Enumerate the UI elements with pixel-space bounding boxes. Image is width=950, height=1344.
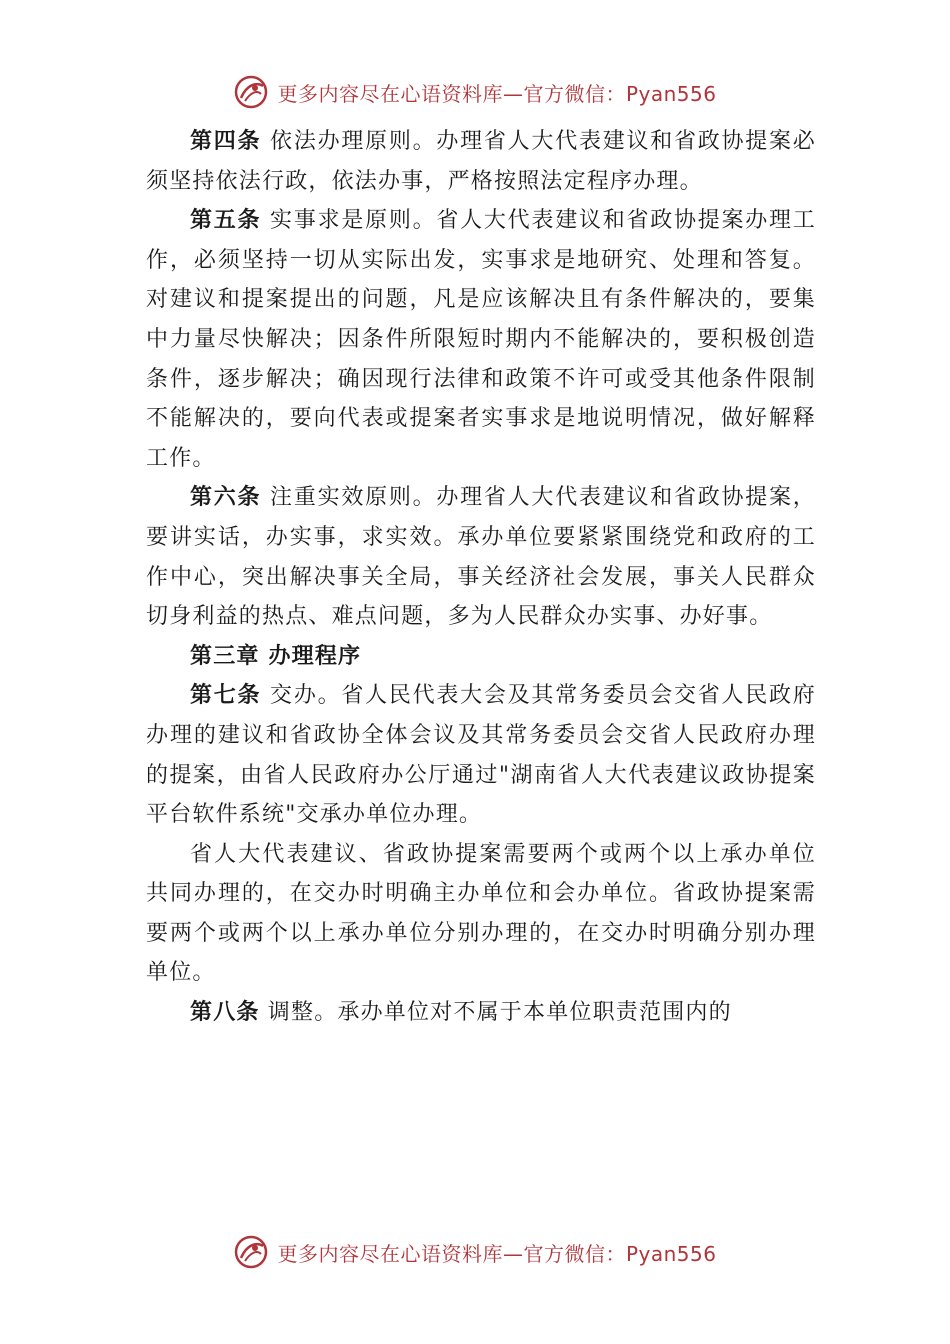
article-number: 第七条 [190,682,262,709]
brand-logo-icon [233,74,269,110]
article-number: 第五条 [190,207,262,234]
paragraph-article-8 [146,993,816,1033]
header-watermark [0,70,950,114]
paragraph-article-4 [146,122,816,201]
paragraph-article-6 [146,478,816,636]
article-number: 第六条 [190,484,262,511]
brand-logo-icon [233,1234,269,1270]
article-text: 交办。省人民代表大会及其常务委员会交省人民政府办理的建议和省政协全体会议及其常务委员会交省人民政府办理的提案，由省人民政府办公厅通过"湖南省人大代表建议政协提案平台软件系统"交承办单位办理。 [146,683,817,828]
article-text: 调整。承办单位对不属于本单位职责范围内的 [259,1000,732,1026]
paragraph-article-5 [146,201,816,478]
article-text: 实事求是原则。省人大代表建议和省政协提案办理工作，必须坚持一切从实际出发，实事求是地研究、处理和答复。对建议和提案提出的问题，凡是应该解决且有条件解决的，要集中力量尽快解决；因条件所限短时期内不能解决的，要积极创造条件，逐步解决；确因现行法律和政策不许可或受其他条件限制不能解决的，要向代表或提案者实事求是地说明情况，做好解释工作。 [146,208,817,471]
article-number: 第八条 [190,999,260,1026]
paragraph-article-7-cont: 省人大代表建议、省政协提案需要两个或两个以上承办单位共同办理的，在交办时明确主办单位和会办单位。省政协提案需要两个或两个以上承办单位分别办理的，在交办时明确分别办理单位。 [146,841,816,986]
article-number: 第四条 [190,128,262,154]
paragraph-article-7 [146,676,816,834]
footer-watermark [0,1230,950,1274]
watermark-text: 更多内容尽在心语资料库—官方微信：Pyan556 [277,1241,717,1266]
article-text: 注重实效原则。办理省人大代表建议和省政协提案，要讲实话，办实事，求实效。承办单位要紧紧围绕党和政府的工作中心，突出解决事关全局，事关经济社会发展，事关人民群众切身利益的热点、难点问题，多为人民群众办实事、办好事。 [146,485,817,630]
document-body [146,122,816,1033]
chapter-heading: 第三章 办理程序 [190,643,362,669]
watermark-text: 更多内容尽在心语资料库—官方微信：Pyan556 [277,81,717,106]
article-text: 依法办理原则。办理省人大代表建议和省政协提案必须坚持依法行政，依法办事，严格按照法定程序办理。 [146,129,817,194]
